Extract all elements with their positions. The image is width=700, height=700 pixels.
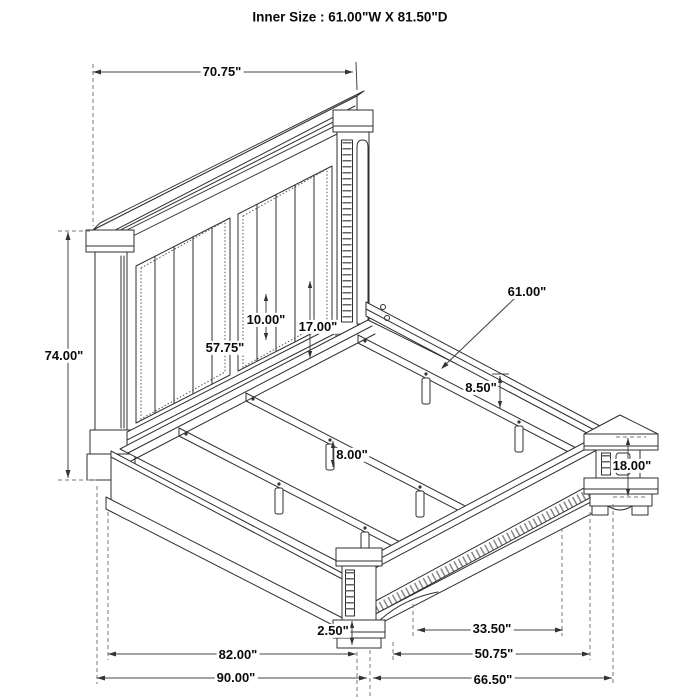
- dim-label-inner-width: 61.00": [507, 283, 547, 299]
- dim-label-17-00: 17.00": [298, 318, 338, 334]
- dim-label-leg-height: 8.00": [336, 446, 368, 462]
- dim-label-2-50: 2.50": [317, 622, 349, 638]
- headboard-right-post: [333, 110, 373, 334]
- dim-label-82-00: 82.00": [218, 646, 258, 662]
- dim-label-8-50: 8.50": [465, 379, 497, 395]
- dim-label-headboard-height: 74.00": [44, 347, 84, 363]
- dim-label-overall-width: 66.50": [473, 671, 513, 687]
- dim-label-overall-depth: 90.00": [216, 669, 256, 685]
- diagram-title: Inner Size : 61.00"W X 81.50"D: [252, 9, 448, 25]
- dim-label-headboard-width: 70.75": [202, 63, 242, 79]
- dim-label-33-50: 33.50": [472, 620, 512, 636]
- dim-label-10-00: 10.00": [246, 311, 286, 327]
- dim-label-footboard-height: 18.00": [612, 457, 652, 473]
- dim-label-50-75: 50.75": [474, 645, 514, 661]
- dim-label-57-75: 57.75": [205, 339, 245, 355]
